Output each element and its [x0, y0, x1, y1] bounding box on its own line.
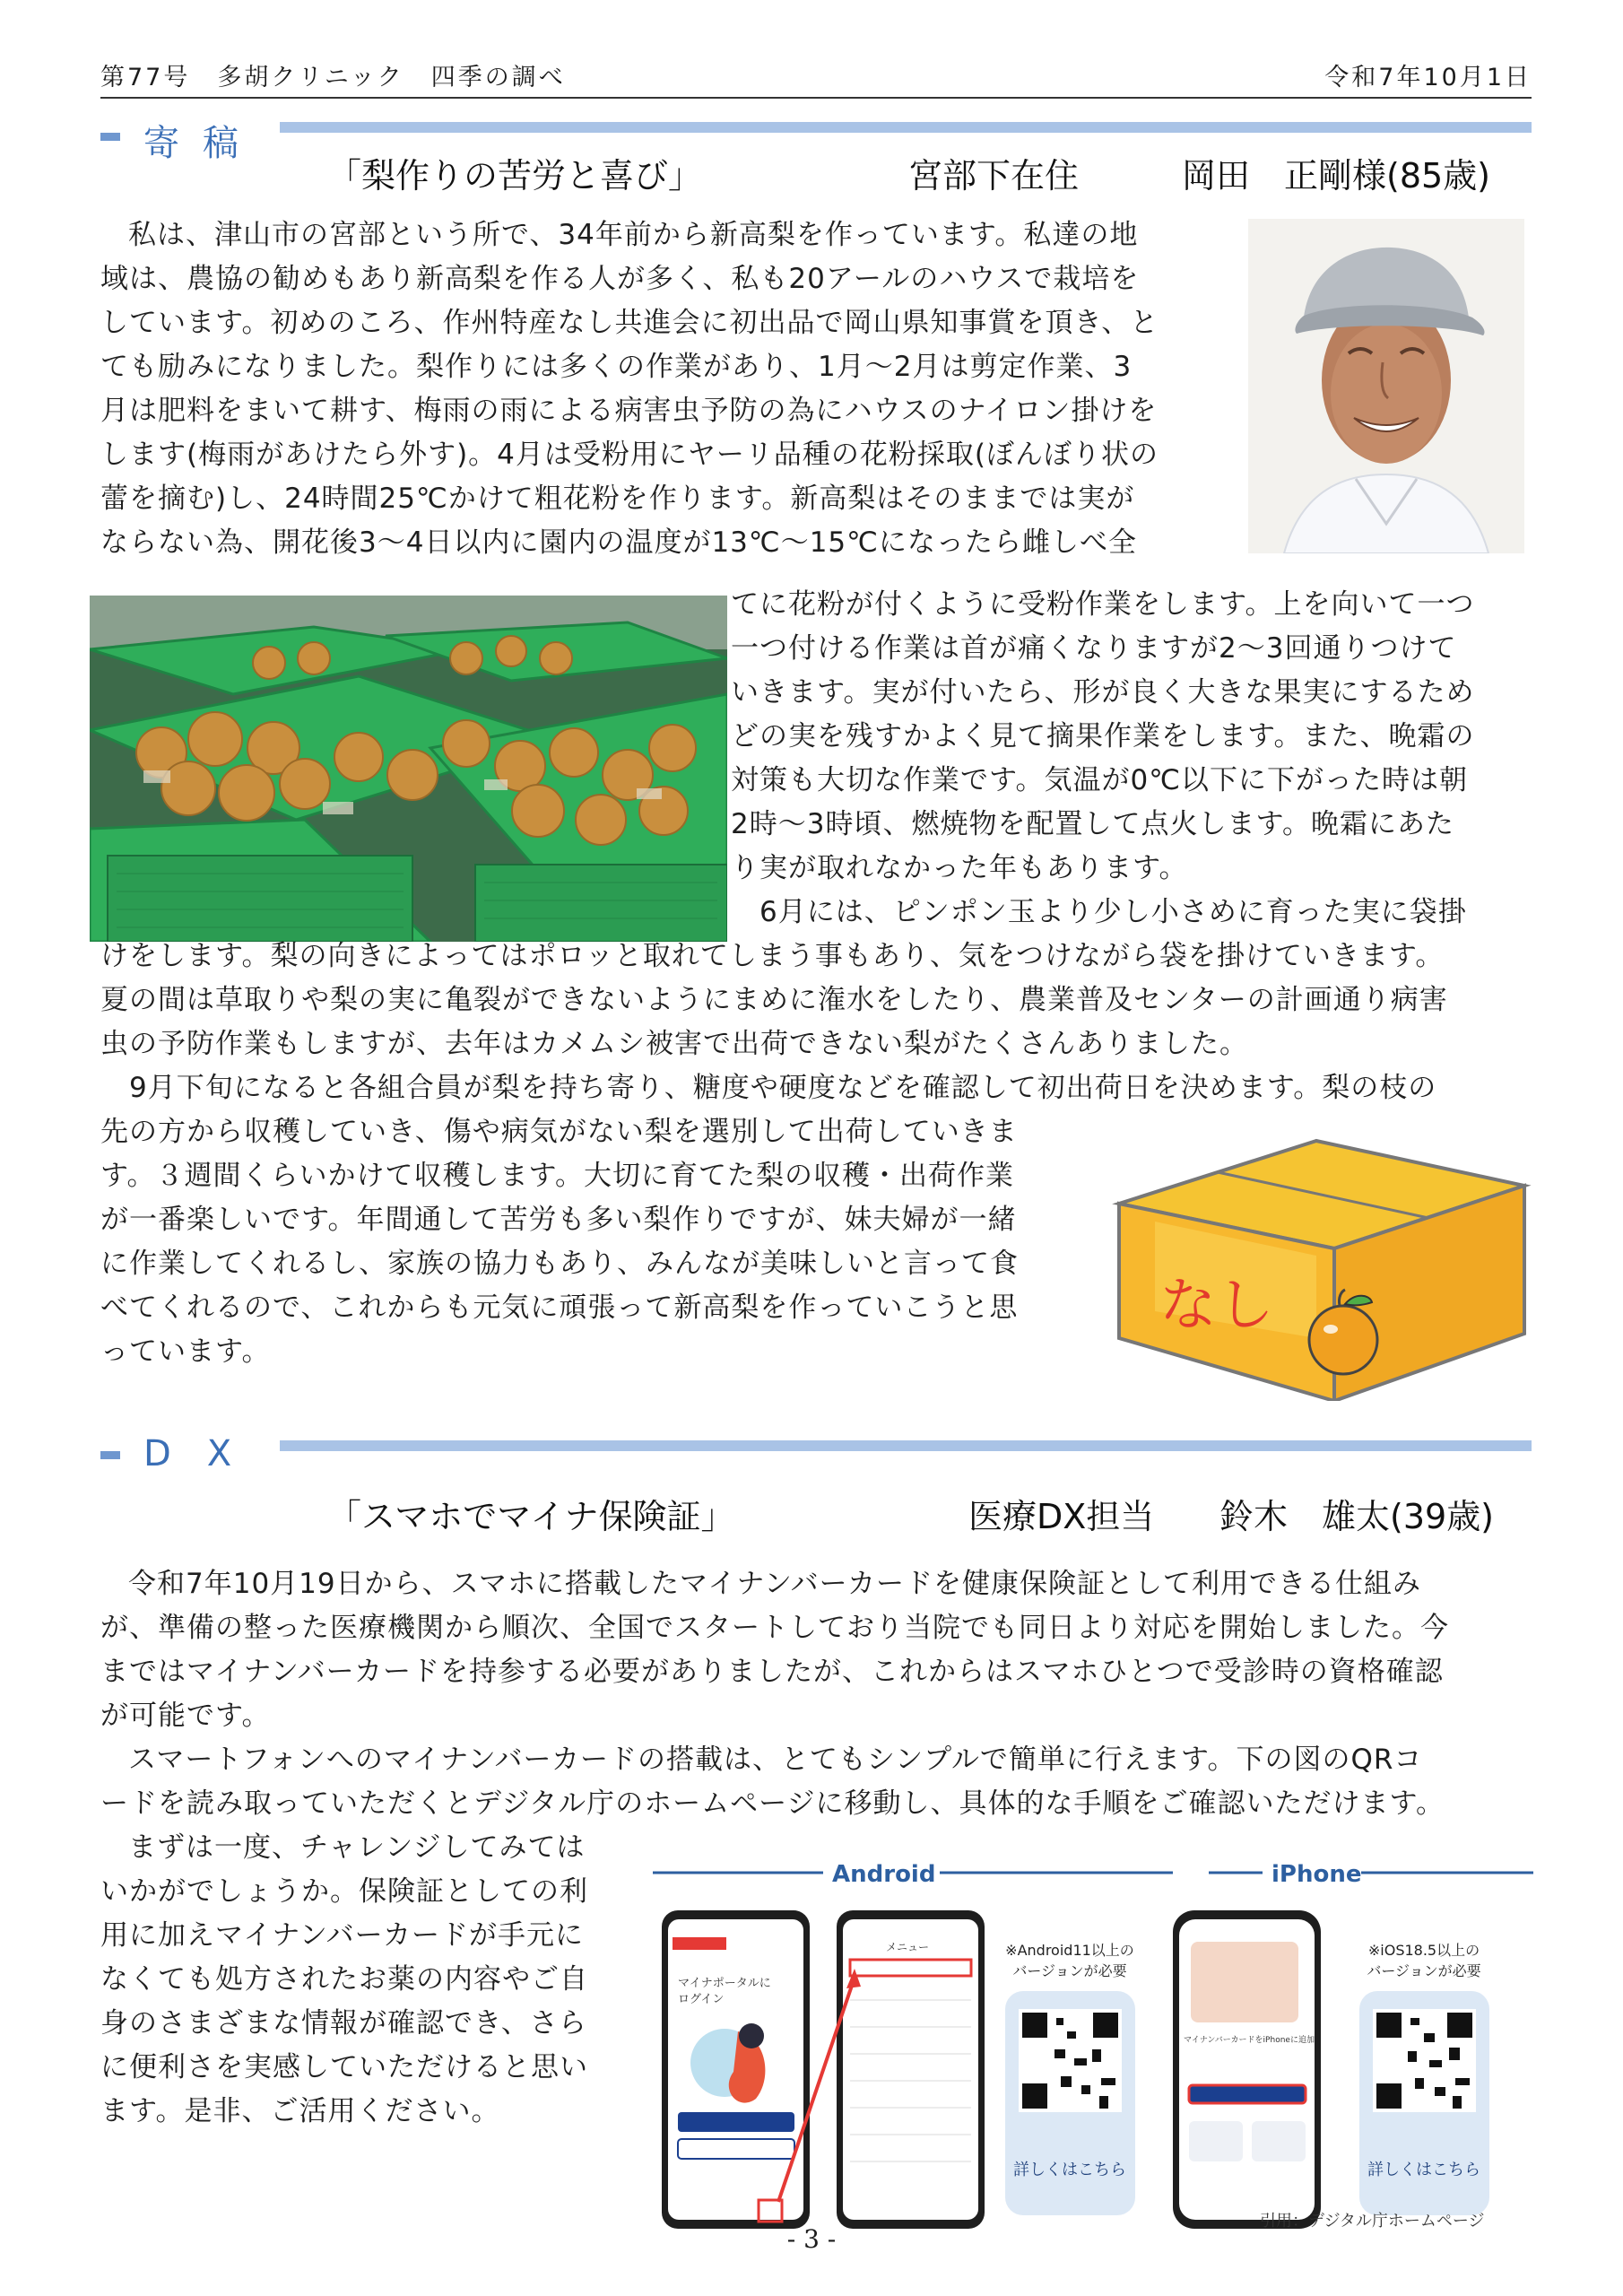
text-line: に便利さを実感していただけると思い: [100, 2051, 588, 2083]
iphone-phone: [1173, 1910, 1321, 2229]
android-label: Android: [832, 1861, 936, 1888]
android-note-1: ※Android11以上の: [1005, 1942, 1134, 1959]
text-line: いかがでしょうか。保険証としての利: [100, 1875, 588, 1908]
text-line: 域は、農協の勧めもあり新高梨を作る人が多く、私も20アールのハウスで栽培を: [100, 263, 1140, 295]
issue-title: 第77号 多胡クリニック 四季の調べ: [100, 64, 566, 91]
android-phone-1: [662, 1910, 810, 2229]
text-line: 蕾を摘む)し、24時間25℃かけて粗花粉を作ります。新高梨はそのままでは実が: [100, 483, 1135, 515]
text-line: 令和7年10月19日から、スマホに搭載したマイナンバーカードを健康保険証として利用できる仕組み: [128, 1568, 1422, 1600]
article-text-block-2: [731, 583, 1538, 935]
text-line: り実が取れなかった年もあります。: [731, 852, 1188, 884]
text-line: まずは一度、チャレンジしてみては: [128, 1831, 586, 1864]
author-portrait-photo: [1248, 219, 1524, 553]
ios-note-1: ※iOS18.5以上の: [1367, 1942, 1480, 1959]
page-number: - 3 -: [786, 2224, 837, 2254]
text-line: ても励みになりました。梨作りには多くの作業があり、1月〜2月は剪定作業、3: [100, 351, 1133, 383]
section-bar: [280, 1440, 1532, 1451]
android-note-2: バージョンが必要: [1012, 1962, 1127, 1979]
article-text-block-4: [100, 1110, 1105, 1374]
text-line: ます。是非、ご活用ください。: [100, 2095, 500, 2127]
android-phone-2: [837, 1910, 985, 2229]
text-line: 虫の予防作業もしますが、去年はカメムシ被害で出荷できない梨がたくさんありました。: [100, 1028, 1248, 1060]
text-line: どの実を残すかよく見て摘果作業をします。また、晩霜の: [731, 720, 1475, 752]
text-line: スマートフォンへのマイナンバーカードの搭載は、とてもシンプルで簡単に行えます。下の図のQRコ: [128, 1744, 1423, 1776]
text-line: ならない為、開花後3〜4日以内に園内の温度が13℃〜15℃になったら雌しべ全: [100, 526, 1137, 559]
text-line: 用に加えマイナンバーカードが手元に: [100, 1919, 585, 1952]
text-line: 夏の間は草取りや梨の実に亀裂ができないようにまめに潅水をしたり、農業普及センターの計画通り病害: [100, 984, 1448, 1016]
text-line: 月は肥料をまいて耕す、梅雨の雨による病害虫予防の為にハウスのナイロン掛けを: [100, 395, 1158, 427]
text-line: に作業してくれるし、家族の協力もあり、みんなが美味しいと言って食: [100, 1248, 1019, 1280]
text-line: まではマイナンバーカードを持参する必要がありましたが、これからはスマホひとつで受診時の資格確認: [100, 1656, 1444, 1688]
phone1-title-2: ログイン: [678, 1993, 725, 2006]
text-line: なくても処方されたお薬の内容やご自: [100, 1963, 588, 1996]
issue-date: 令和7年10月1日: [1324, 64, 1532, 91]
text-line: 9月下旬になると各組合員が梨を持ち寄り、糖度や硬度などを確認して初出荷日を決めます。梨の枝の: [100, 1072, 1437, 1104]
box-label: なし: [1159, 1273, 1274, 1339]
text-line: が可能です。: [100, 1700, 271, 1732]
dx-text-block-2: [100, 1826, 647, 2134]
text-line: 先の方から収穫していき、傷や病気がない梨を選別して出荷していきま: [100, 1116, 1018, 1148]
text-line: っています。: [100, 1335, 271, 1368]
text-line: が一番楽しいです。年間通して苦労も多い梨作りですが、妹夫婦が一緒: [100, 1204, 1017, 1236]
android-detail-button[interactable]: 詳しくはこちら: [1013, 2161, 1126, 2179]
text-line: が、準備の整った医療機関から順次、全国でスタートしており当院でも同日より対応を開始しました。今: [100, 1612, 1449, 1644]
phone1-title-1: マイナポータルに: [678, 1977, 771, 1990]
ios-detail-button[interactable]: 詳しくはこちら: [1367, 2161, 1480, 2179]
article-title: 「梨作りの苦労と喜び」: [327, 156, 703, 196]
author-name: 岡田 正剛様(85歳): [1182, 156, 1491, 196]
text-line: けをします。梨の向きによってはポロッと取れてしまう事もあり、気をつけながら袋を掛けていきます。: [100, 940, 1445, 972]
android-qr-panel: [1005, 1942, 1135, 2215]
pear-box-illustration: [1110, 1132, 1533, 1401]
iphone-title: マイナンバーカードをiPhoneに追加: [1184, 2036, 1315, 2045]
ios-qr-panel: [1359, 1942, 1489, 2215]
smartphone-guide-figure: [653, 1843, 1533, 2238]
text-line: 2時〜3時頃、燃焼物を配置して点火します。晩霜にあた: [731, 808, 1454, 840]
text-line: します(梅雨があけたら外す)。4月は受粉用にヤーリ品種の花粉採取(ぼんぼり状の: [100, 439, 1159, 471]
author-place: 宮部下在住: [908, 156, 1080, 196]
ios-note-2: バージョンが必要: [1367, 1962, 1481, 1979]
section-label: 寄稿: [143, 123, 262, 164]
text-line: いきます。実が付いたら、形が良く大きな果実にするため: [731, 676, 1475, 709]
iphone-label: iPhone: [1271, 1861, 1362, 1888]
text-line: 私は、津山市の宮部という所で、34年前から新高梨を作っています。私達の地: [128, 219, 1139, 251]
article-title: 「スマホでマイナ保険証」: [327, 1497, 735, 1536]
text-line: す。３週間くらいかけて収穫します。大切に育てた梨の収穫・出荷作業: [100, 1160, 1015, 1192]
section-header-dx: [100, 1433, 1532, 1476]
text-line: 一つ付ける作業は首が痛くなりますが2〜3回通りつけて: [731, 632, 1457, 665]
text-line: 身のさまざまな情報が確認でき、さら: [100, 2007, 587, 2039]
text-line: てに花粉が付くように受粉作業をします。上を向いて一つ: [731, 588, 1475, 621]
article-text-block-3: [100, 935, 1535, 1110]
pear-crates-photo: [90, 596, 727, 942]
figure-caption: 引用：デジタル庁ホームページ: [1260, 2212, 1485, 2231]
text-line: しています。初めのころ、作州特産なし共進会に初出品で岡山県知事賞を頂き、と: [100, 307, 1159, 339]
author-role: 医療DX担当: [968, 1497, 1155, 1536]
section-mark: [100, 1451, 120, 1459]
author-name: 鈴木 雄太(39歳): [1219, 1497, 1495, 1536]
text-line: 対策も大切な作業です。気温が0℃以下に下がった時は朝: [731, 764, 1469, 796]
section-mark: [100, 133, 120, 141]
section-bar: [280, 122, 1532, 133]
phone2-title: メニュー: [886, 1941, 930, 1953]
newsletter-header: [100, 54, 1532, 99]
text-line: ードを読み取っていただくとデジタル庁のホームページに移動し、具体的な手順をご確認いただけます。: [100, 1787, 1445, 1820]
section-label: DX: [143, 1433, 268, 1474]
article-text-block-1: [100, 213, 1239, 565]
text-line: べてくれるので、これからも元気に頑張って新高梨を作っていこうと思: [100, 1292, 1019, 1324]
text-line: 6月には、ピンポン玉より少し小さめに育った実に袋掛: [731, 896, 1467, 928]
dx-text-block-1: [100, 1562, 1535, 1826]
